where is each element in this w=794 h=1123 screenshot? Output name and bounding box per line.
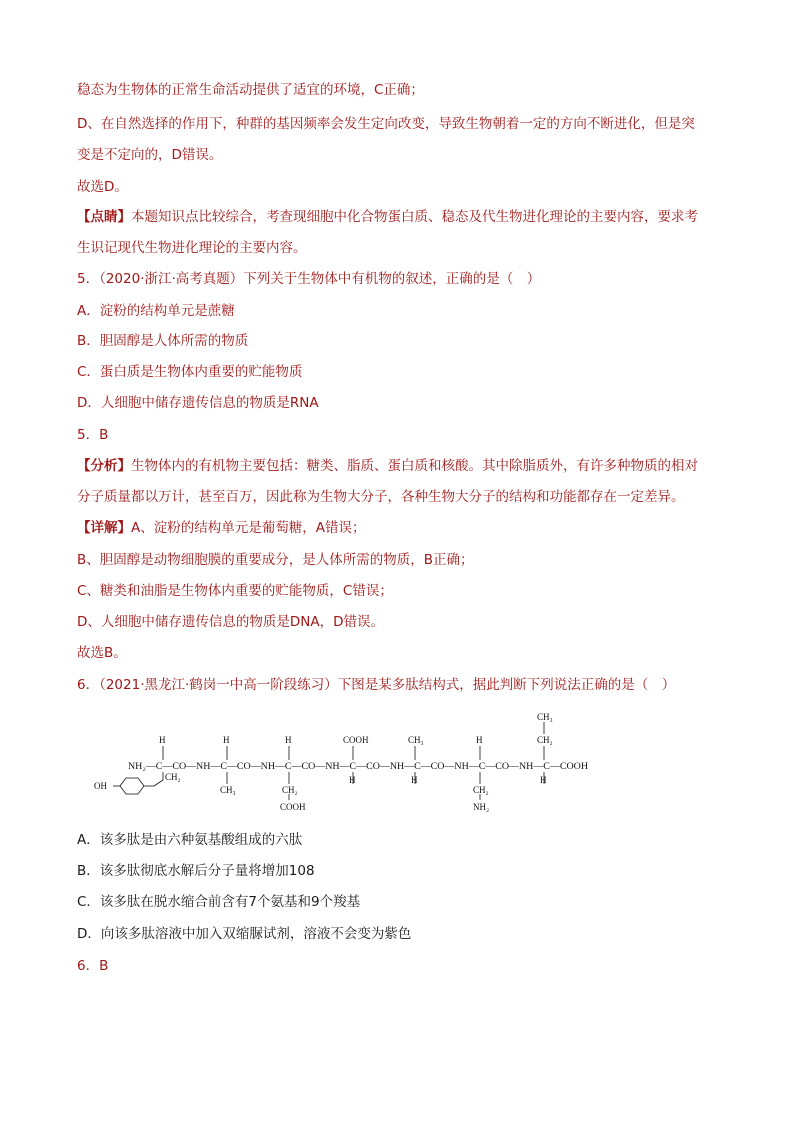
analysis-text-1: 生物体内的有机物主要包括：糖类、脂质、蛋白质和核酸。其中除脂质外，有许多种物质的相对 bbox=[131, 458, 698, 474]
q6-option-a: A．该多肽是由六种氨基酸组成的六肽 bbox=[77, 832, 303, 848]
commentary-tag: 【点睛】 bbox=[77, 209, 131, 225]
q5-stem: 5．（2020·浙江·高考真题）下列关于生物体中有机物的叙述，正确的是（ ） bbox=[77, 271, 541, 287]
detail-text-2: B、胆固醇是动物细胞膜的重要成分，是人体所需的物质，B正确； bbox=[77, 552, 474, 568]
q6-option-c: C．该多肽在脱水缩合前含有7个氨基和9个羧基 bbox=[77, 894, 361, 910]
q6-answer: 6．B bbox=[77, 958, 109, 974]
ch2-1: CH₂ bbox=[165, 772, 181, 782]
q5-answer: 5．B bbox=[77, 427, 109, 443]
prev-line-6: 生识记现代生物进化理论的主要内容。 bbox=[77, 240, 307, 256]
h-4: H bbox=[349, 775, 356, 785]
polypeptide-structure bbox=[92, 708, 602, 823]
prev-line-2: D、在自然选择的作用下，种群的基因频率会发生定向改变，导致生物朝着一定的方向不断进化，但是突 bbox=[77, 116, 695, 132]
ch3-7: CH₃ bbox=[537, 712, 553, 722]
cooh-3: COOH bbox=[280, 802, 306, 812]
q5-option-b: B．胆固醇是人体所需的物质 bbox=[77, 333, 249, 349]
h-1: H bbox=[159, 735, 166, 745]
nh2-6: NH₂ bbox=[473, 802, 490, 812]
q6-stem: 6．（2021·黑龙江·鹤岗一中高一阶段练习）下图是某多肽结构式，据此判断下列说法正确的是（ ） bbox=[77, 677, 676, 693]
q5-analysis bbox=[77, 456, 698, 476]
analysis-tag: 【分析】 bbox=[77, 458, 131, 474]
h-7: H bbox=[540, 775, 547, 785]
h-5: H bbox=[411, 775, 418, 785]
analysis-text-2: 分子质量都以万计，甚至百万，因此称为生物大分子，各种生物大分子的结构和功能都存在一定差异。 bbox=[77, 489, 685, 505]
ch3-2: CH₃ bbox=[220, 785, 236, 795]
q6-option-d: D．向该多肽溶液中加入双缩脲试剂，溶液不会变为紫色 bbox=[77, 926, 412, 942]
ch2-3: CH₂ bbox=[282, 785, 298, 795]
detail-text-3: C、糖类和油脂是生物体内重要的贮能物质，C错误； bbox=[77, 583, 393, 599]
q6-option-b: B．该多肽彻底水解后分子量将增加108 bbox=[77, 863, 315, 879]
cooh-4: COOH bbox=[343, 735, 369, 745]
detail-tag: 【详解】 bbox=[77, 520, 131, 536]
ch2-7: CH₂ bbox=[537, 735, 553, 745]
q5-detail bbox=[77, 518, 365, 538]
ch2-6: CH₂ bbox=[473, 785, 489, 795]
q5-option-d: D．人细胞中储存遗传信息的物质是RNA bbox=[77, 395, 319, 411]
detail-text-1: A、淀粉的结构单元是葡萄糖，A错误； bbox=[131, 520, 366, 536]
ch3-5: CH₃ bbox=[408, 735, 424, 745]
oh-group: OH bbox=[94, 781, 107, 791]
h-3: H bbox=[285, 735, 292, 745]
q5-option-c: C．蛋白质是生物体内重要的贮能物质 bbox=[77, 364, 303, 380]
h-2: H bbox=[223, 735, 230, 745]
detail-text-4: D、人细胞中储存遗传信息的物质是DNA，D错误。 bbox=[77, 614, 385, 630]
q5-conclusion: 故选B。 bbox=[77, 645, 127, 661]
prev-line-1: 稳态为生物体的正常生命活动提供了适宜的环境，C正确； bbox=[77, 82, 424, 98]
commentary-text: 本题知识点比较综合，考查现细胞中化合物蛋白质、稳态及代生物进化理论的主要内容，要求考 bbox=[131, 209, 698, 225]
prev-commentary bbox=[77, 207, 698, 227]
prev-line-3: 变是不定向的，D错误。 bbox=[77, 147, 223, 163]
prev-line-4: 故选D。 bbox=[77, 179, 128, 195]
q5-option-a: A．淀粉的结构单元是蔗糖 bbox=[77, 303, 235, 319]
backbone-formula: NH₂—C—CO—NH—C—CO—NH—C—CO—NH—C—CO—NH—C—CO—NH—C—CO—NH—C—COOH bbox=[128, 761, 589, 771]
h-6: H bbox=[476, 735, 483, 745]
